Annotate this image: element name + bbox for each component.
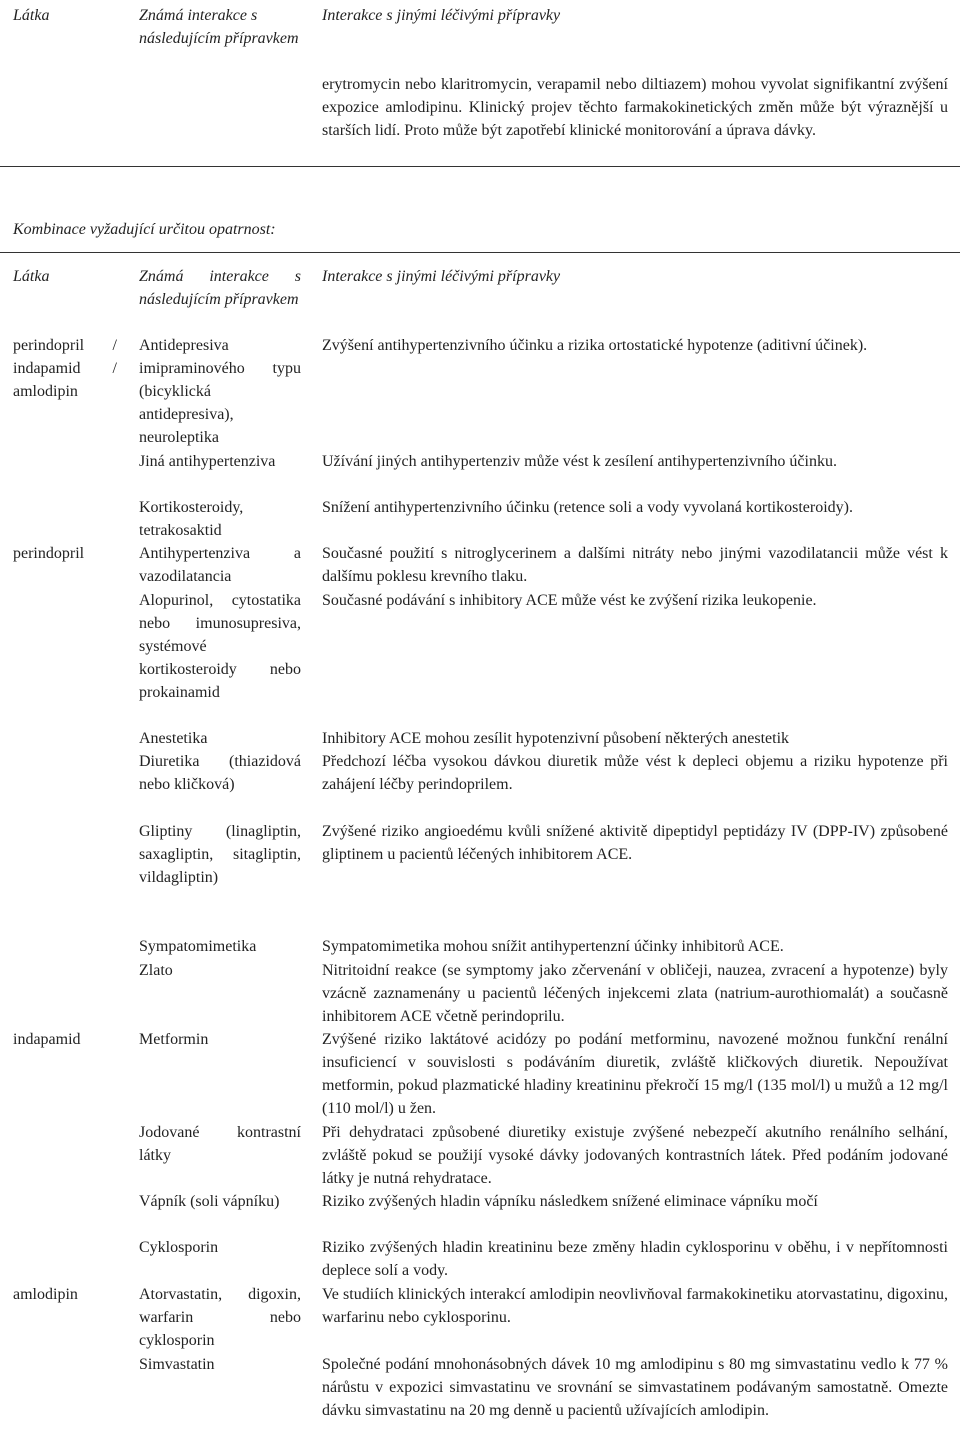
t1-continuation-text: erytromycin nebo klaritromycin, verapamil nebo diltiazem) mohou vyvolat signifikantní zvýšení expozice amlodipinu. Klinický projev těchto farmakokinetických změn může být výraznější u starších lidí. Proto může být zapotřebí klinické monitorování a úprava dávky. <box>322 76 948 139</box>
substance-perindopril: perindopril <box>13 545 85 562</box>
table-row-agent: Gliptiny (linagliptin, saxagliptin, sitagliptin, vildagliptin) <box>139 823 301 886</box>
table-row-agent: Anestetika <box>139 730 208 747</box>
t1-header-known-interaction: Známá interakce s následujícím přípravkem <box>139 7 299 47</box>
table-row-effect: Užívání jiných antihypertenziv může vést k zesílení antihypertenzivního účinku. <box>322 453 837 470</box>
table-row-agent: Cyklosporin <box>139 1239 219 1256</box>
table-row-effect: Snížení antihypertenzivního účinku (retence soli a vody vyvolaná kortikosteroidy). <box>322 499 853 516</box>
table-row-effect: Riziko zvýšených hladin vápníku následkem snížené eliminace vápníku močí <box>322 1193 818 1210</box>
table-row-effect: Zvýšené riziko angioedému kvůli snížené aktivitě dipeptidyl peptidázy IV (DPP-IV) způsobené gliptinem u pacientů léčených inhibitorem ACE. <box>322 823 948 863</box>
substance-amlodipin: amlodipin <box>13 1286 78 1303</box>
table-row-agent: Vápník (soli vápníku) <box>139 1193 280 1210</box>
table-row-agent: Simvastatin <box>139 1356 215 1373</box>
t2-header-substance: Látka <box>13 268 50 285</box>
t1-bottom-rule <box>0 166 960 167</box>
t2-top-rule <box>0 252 960 253</box>
table-row-agent: Atorvastatin, digoxin, warfarin nebo cyklosporin <box>139 1286 301 1349</box>
table-row-agent: Jiná antihypertenziva <box>139 453 276 470</box>
t2-header-known-interaction: Známá interakce s následujícím přípravkem <box>139 268 301 308</box>
table-row-effect: Při dehydrataci způsobené diuretiky existuje zvýšené nebezpečí akutního renálního selhání, zvláště pokud se použijí vysoké dávky jodovaných kontrastních látek. Před podáním jodované látky je nutná rehydratace. <box>322 1124 948 1187</box>
table-row-effect: Nitritoidní reakce (se symptomy jako zčervenání v obličeji, nauzea, zvracení a hypotenze) byly vzácně zaznamenány u pacientů léčených injekcemi zlata (natrium-aurothiomalát) a současně inhibitorem ACE včetně perindoprilu. <box>322 962 948 1025</box>
table-row-agent: Jodované kontrastní látky <box>139 1124 301 1164</box>
table-row-effect: Riziko zvýšených hladin kreatininu beze změny hladin cyklosporinu v oběhu, i v nepřítomnosti deplece solí a vody. <box>322 1239 948 1279</box>
table-row-effect: Sympatomimetika mohou snížit antihypertenzní účinky inhibitorů ACE. <box>322 938 784 955</box>
table-row-effect: Inhibitory ACE mohou zesílit hypotenzivní působení některých anestetik <box>322 730 790 747</box>
table-row-agent: Metformin <box>139 1031 209 1048</box>
t1-header-other-interactions: Interakce s jinými léčivými přípravky <box>322 7 561 24</box>
table-row-effect: Zvýšené riziko laktátové acidózy po podání metforminu, navozené možnou funkční renální insuficiencí v souvislosti s podáváním diuretik, zvláště kličkových diuretik. Nepoužívat metformin, pokud plazmatické hladiny kreatininu překročí 15 mg/l (135 mol/l) u mužů a 12 mg/l (110 mol/l) u žen. <box>322 1031 948 1117</box>
table-row-effect: Zvýšení antihypertenzivního účinku a rizika ortostatické hypotenze (aditivní účinek). <box>322 337 868 354</box>
substance-indapamid: indapamid <box>13 1031 81 1048</box>
table-row-agent: Sympatomimetika <box>139 938 257 955</box>
substance-combo: perindopril / indapamid / amlodipin <box>13 337 117 400</box>
table-row-agent: Antihypertenziva a vazodilatancia <box>139 545 301 585</box>
table-row-agent: Zlato <box>139 962 173 979</box>
table-row-effect: Současné podávání s inhibitory ACE může vést ke zvýšení rizika leukopenie. <box>322 592 817 609</box>
table-row-effect: Ve studiích klinických interakcí amlodipin neovlivňoval farmakokinetiku atorvastatinu, digoxinu, warfarinu nebo cyklosporinu. <box>322 1286 948 1326</box>
table-row-agent: Antidepresiva imipraminového typu (bicyklická antidepresiva), neuroleptika <box>139 337 301 446</box>
t1-header-substance: Látka <box>13 7 50 24</box>
table-row-effect: Společné podání mnohonásobných dávek 10 mg amlodipinu s 80 mg simvastatinu vedlo k 77 % nárůstu v expozici simvastatinu ve srovnání se simvastatinem podávaným samostatně. Omezte dávku simvastatinu na 20 mg denně u pacientů užívajících amlodipin. <box>322 1356 948 1419</box>
table-row-effect: Současné použití s nitroglycerinem a dalšími nitráty nebo jinými vazodilatancii může vést k dalšímu poklesu krevního tlaku. <box>322 545 948 585</box>
table-row-agent: Diuretika (thiazidová nebo kličková) <box>139 753 301 793</box>
table-row-effect: Předchozí léčba vysokou dávkou diuretik může vést k depleci objemu a riziku hypotenze při zahájení léčby perindoprilem. <box>322 753 948 793</box>
t2-header-other-interactions: Interakce s jinými léčivými přípravky <box>322 268 561 285</box>
table-row-agent: Kortikosteroidy, tetrakosaktid <box>139 499 244 539</box>
section-title: Kombinace vyžadující určitou opatrnost: <box>13 221 276 238</box>
table-row-agent: Alopurinol, cytostatika nebo imunosupresiva, systémové kortikosteroidy nebo prokainamid <box>139 592 301 701</box>
